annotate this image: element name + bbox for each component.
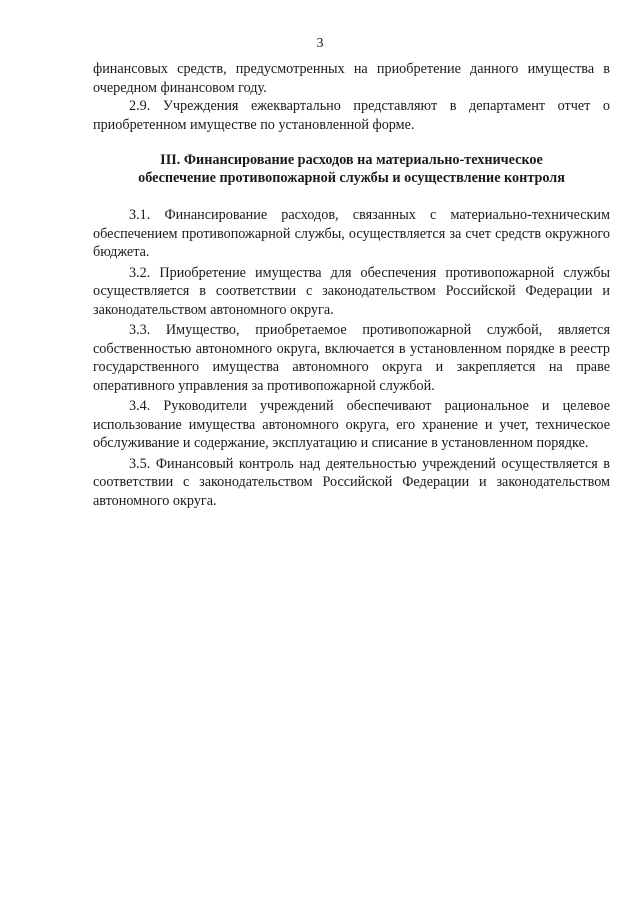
paragraph-3-4: 3.4. Руководители учреждений обеспечивают рациональное и целевое использование имущества автономного округа, его хранение и учет, техническое обслуживание и содержание, эксплуатацию и списание в установленном порядке.: [93, 398, 610, 451]
section-heading: [93, 151, 610, 187]
section-heading-line-1: III. Финансирование расходов на материально-техническое: [160, 152, 543, 168]
section-heading-line-2: обеспечение противопожарной службы и осуществление контроля: [138, 170, 565, 186]
text-block-section-3: [93, 206, 610, 510]
paragraph-3-2: 3.2. Приобретение имущества для обеспечения противопожарной службы осуществляется в соответствии с законодательством Российской Федерации и законодательством автономного округа.: [93, 264, 610, 318]
continuation-paragraph: финансовых средств, предусмотренных на приобретение данного имущества в очередном финансовом году.: [93, 61, 610, 96]
paragraph-3-5: 3.5. Финансовый контроль над деятельностью учреждений осуществляется в соответствии с законодательством Российской Федерации и законодательством автономного округа.: [93, 455, 610, 509]
page-number: 3: [316, 36, 324, 51]
paragraph-3-3: 3.3. Имущество, приобретаемое противопожарной службой, является собственностью автономного округа, включается в установленном порядке в реестр государственного имущества автономного округа и закрепляется на праве оперативного управления за противопожарной службой.: [93, 322, 610, 394]
text-block-top: [93, 60, 610, 134]
paragraph-3-1: 3.1. Финансирование расходов, связанных с материально-техническим обеспечением противопожарной службы, осуществляется за счет средств окружного бюджета.: [93, 207, 610, 260]
paragraph-2-9: 2.9. Учреждения ежеквартально представляют в департамент отчет о приобретенном имуществе по установленной форме.: [93, 98, 610, 133]
